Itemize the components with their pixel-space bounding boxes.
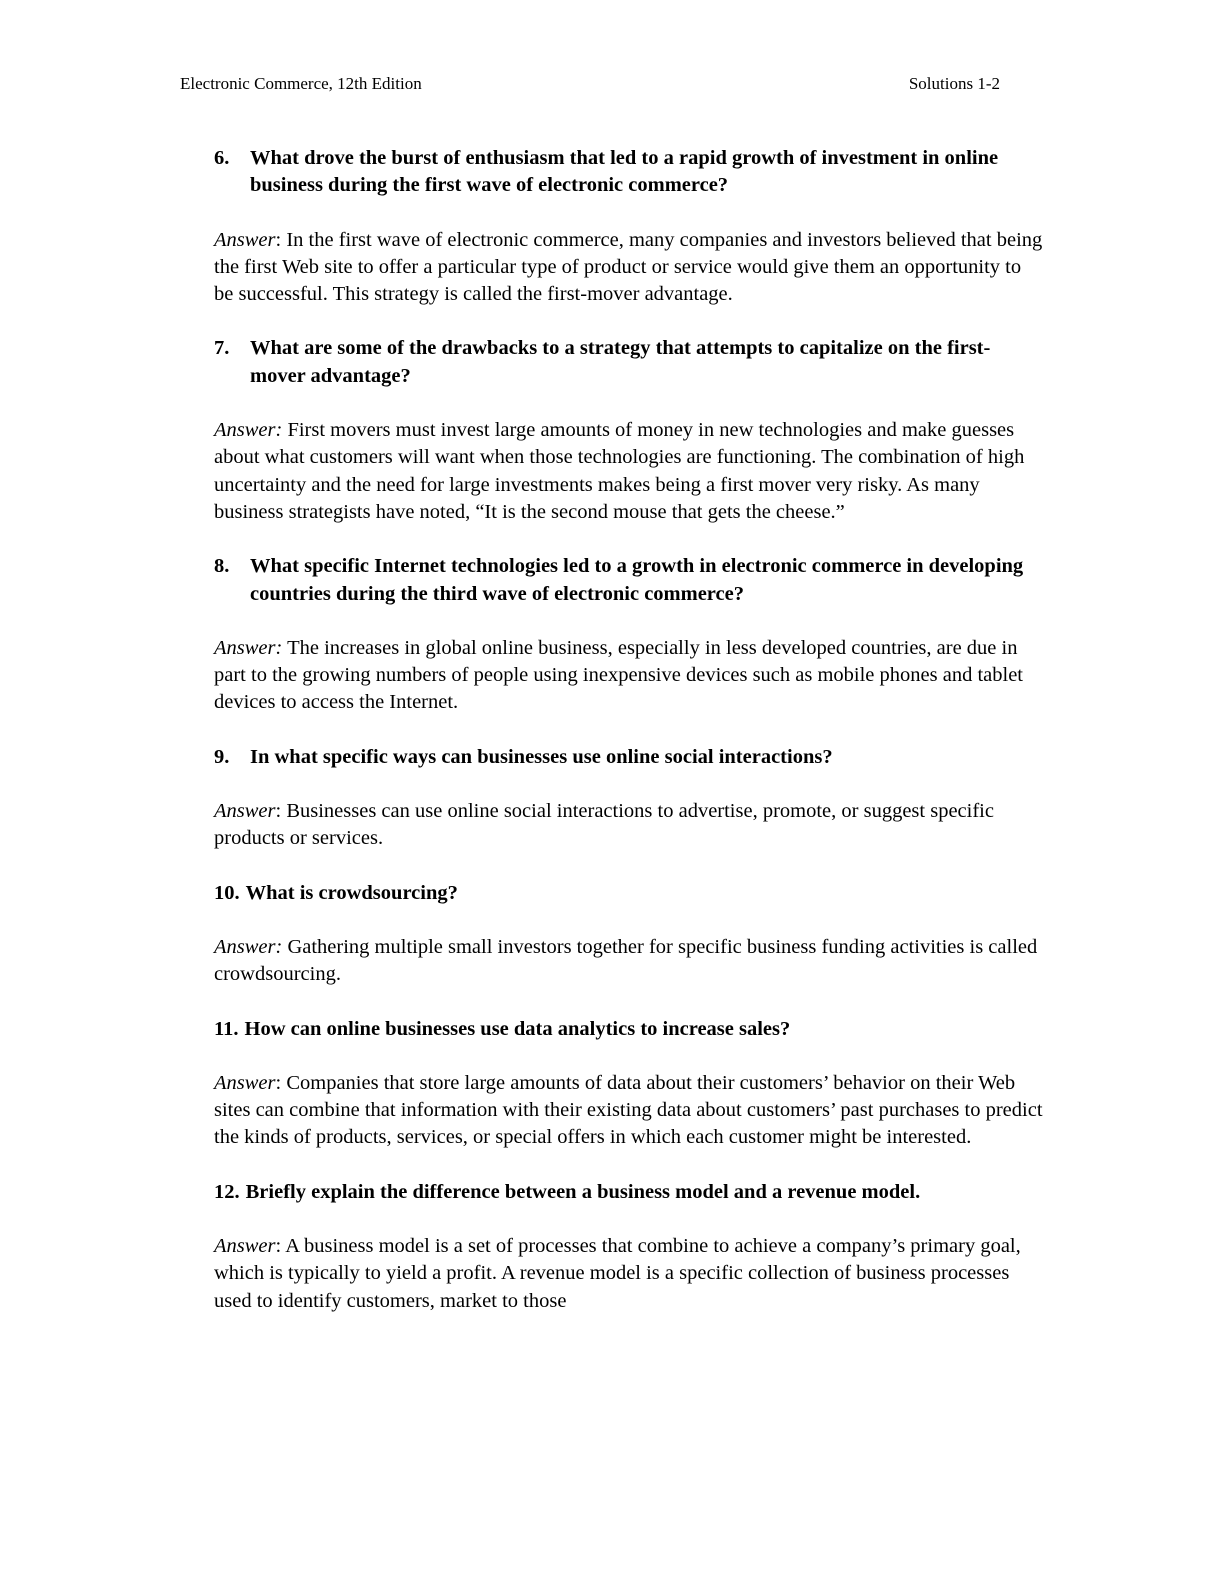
question-number: 9. (214, 745, 230, 768)
qa-item-12 (214, 1179, 1044, 1315)
question (214, 335, 1044, 390)
answer-label: Answer: (214, 935, 283, 958)
answer-separator: : (275, 228, 282, 251)
question-text: Briefly explain the difference between a business model and a revenue model. (245, 1180, 921, 1203)
answer (214, 798, 1044, 853)
question-text: What are some of the drawbacks to a strategy that attempts to capitalize on the first-mover advantage? (250, 337, 991, 387)
answer-label: Answer: (214, 636, 283, 659)
answer-separator: : (275, 800, 282, 823)
qa-list (214, 145, 1044, 1342)
question-text: What specific Internet technologies led to a growth in electronic commerce in developing countries during the third wave of electronic commerce? (250, 555, 1024, 605)
qa-item-9 (214, 744, 1044, 853)
answer-separator: : (275, 1235, 282, 1258)
answer-label: Answer: (214, 419, 283, 442)
page-label: Solutions 1-2 (908, 74, 1000, 93)
answer-text: A business model is a set of processes that combine to achieve a company’s primary goal, which is typically to yield a profit. A revenue model is a specific collection of business processes used to identify customers, market to those (214, 1235, 1021, 1312)
answer-separator: : (275, 1071, 282, 1094)
question (214, 553, 1044, 608)
answer-text: Businesses can use online social interactions to advertise, promote, or suggest specific products or services. (214, 800, 994, 850)
answer (214, 417, 1044, 526)
book-title: Electronic Commerce, 12th Edition (180, 74, 422, 93)
question-number: 12. (214, 1180, 240, 1203)
answer-text: Gathering multiple small investors together for specific business funding activities is called crowdsourcing. (214, 935, 1038, 986)
qa-item-11 (214, 1016, 1044, 1152)
question-number: 10. (214, 881, 240, 904)
answer-label: Answer (214, 800, 276, 823)
answer-label: Answer (214, 1071, 276, 1094)
question (214, 145, 1044, 200)
question-text: What drove the burst of enthusiasm that led to a rapid growth of investment in online business during the first wave of electronic commerce? (250, 147, 999, 197)
page-header (180, 72, 1000, 98)
answer-label: Answer (214, 228, 276, 251)
answer-label: Answer (214, 1235, 276, 1258)
question-number: 11. (214, 1017, 239, 1040)
answer-text: Companies that store large amounts of data about their customers’ behavior on their Web sites can combine that information with their existing data about customers’ past purchases to predict the kinds of products, services, or special offers in which each customer might be interested. (214, 1071, 1043, 1149)
question-number: 8. (214, 555, 230, 578)
question (214, 1179, 1044, 1206)
question-text: In what specific ways can businesses use online social interactions? (250, 745, 833, 768)
answer (214, 934, 1044, 989)
answer-text: In the first wave of electronic commerce, many companies and investors believed that being the first Web site to offer a particular type of product or service would give them an opportunity to be successful. This strategy is called the first-mover advantage. (214, 228, 1043, 306)
qa-item-8 (214, 553, 1044, 716)
question (214, 1016, 1044, 1043)
qa-item-10 (214, 880, 1044, 989)
answer (214, 1070, 1044, 1152)
answer (214, 227, 1044, 309)
answer (214, 1233, 1044, 1315)
question (214, 880, 1044, 907)
answer (214, 635, 1044, 717)
question-text: What is crowdsourcing? (245, 881, 458, 904)
qa-item-7 (214, 335, 1044, 526)
question-number: 7. (214, 337, 230, 360)
answer-text: First movers must invest large amounts of money in new technologies and make guesses about what customers will want when those technologies are functioning. The combination of high uncertainty and the need for large investments makes being a first mover very risky. As many business strategists have noted, “It is the second mouse that gets the cheese.” (214, 419, 1025, 523)
question (214, 744, 1044, 771)
question-number: 6. (214, 147, 230, 169)
qa-item-6 (214, 145, 1044, 308)
answer-text: The increases in global online business, especially in less developed countries, are due in part to the growing numbers of people using inexpensive devices such as mobile phones and tablet devices to access the Internet. (214, 636, 1023, 714)
question-text: How can online businesses use data analytics to increase sales? (244, 1017, 791, 1040)
